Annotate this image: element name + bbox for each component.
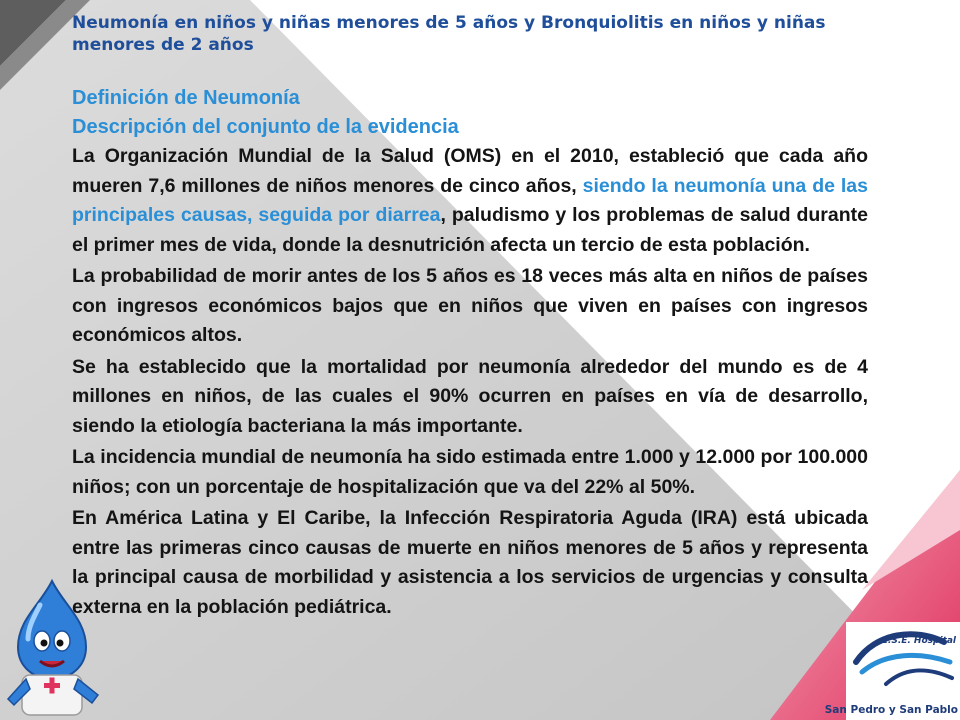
subheading-definition: Definición de Neumonía [72,87,300,109]
paragraph-latin-america: En América Latina y El Caribe, la Infección Respiratoria Aguda (IRA) está ubicada entre las primeras cinco causas de muerte en niños menores de 5 años y representa la principal causa de morbilidad y asistencia a los servicios de urgencias y consulta externa en la población pediátrica. [72,507,868,618]
paragraph-oms-after: , paludismo y los problemas de salud durante el primer mes de vida, donde la desnutrición afecta un tercio de esta población. [72,204,868,256]
subheading-evidence: Descripción del conjunto de la evidencia [72,116,459,138]
slide-content [72,84,868,624]
hospital-logo-swoosh-icon [846,622,960,692]
hospital-logo [824,622,960,720]
slide-title: Neumonía en niños y niñas menores de 5 años y Bronquiolitis en niños y niñas menores de 2 años [72,13,826,55]
hospital-logo-name: San Pedro y San Pablo [824,704,958,716]
paragraph-probability: La probabilidad de morir antes de los 5 años es 18 veces más alta en niños de países con ingresos económicos bajos que en niños que viven en países con ingresos económicos altos. [72,265,868,346]
paragraph-mortality: Se ha establecido que la mortalidad por neumonía alrededor del mundo es de 4 millones en niños, de las cuales el 90% ocurren en países en vía de desarrollo, siendo la etiología bacteriana la más importante. [72,355,868,437]
paragraph-oms-highlight: siendo la neumonía una de las principales causas, seguida por diarrea [72,174,868,226]
paragraph-oms [72,142,868,260]
mascot-drop-character-icon [0,575,108,720]
paragraph-incidence: La incidencia mundial de neumonía ha sido estimada entre 1.000 y 12.000 por 100.000 niños; con un porcentaje de hospitalización que va del 22% al 50%. [72,446,868,498]
hospital-logo-label: E.S.E. Hospital [881,636,956,646]
paragraph-oms-before: La Organización Mundial de la Salud (OMS) en el 2010, estableció que cada año mueren 7,6 millones de niños menores de cinco años, [72,145,868,197]
